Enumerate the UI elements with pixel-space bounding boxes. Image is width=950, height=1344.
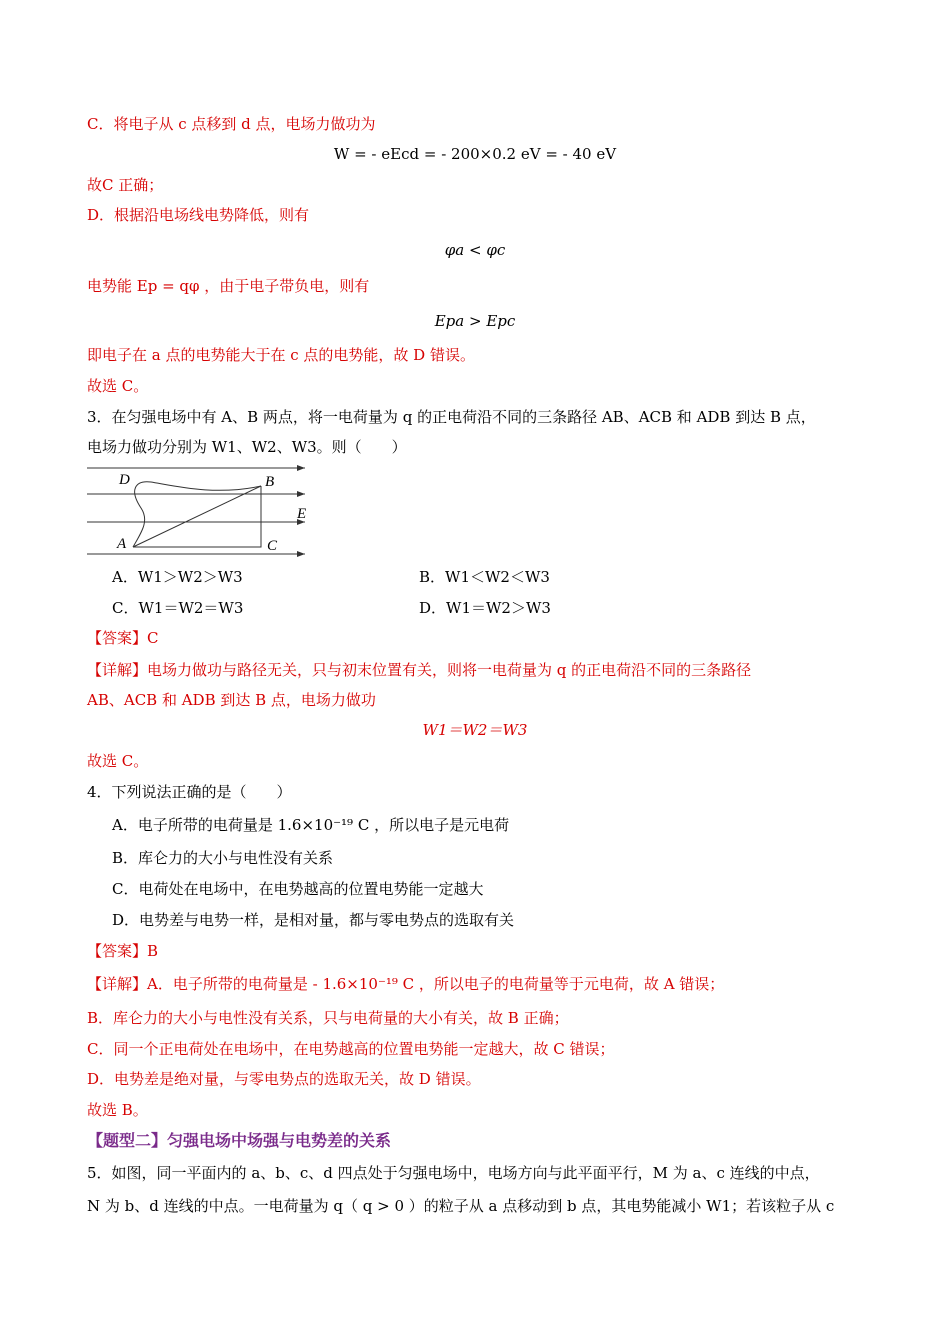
text-line: 电势能 Ep = qφ ，由于电子带负电，则有 — [87, 277, 370, 295]
explain-formula: W1＝W2＝W3 — [422, 721, 528, 739]
field-figure — [85, 460, 315, 562]
label-c: C — [267, 538, 278, 554]
question-stem: 4．下列说法正确的是（ ） — [87, 783, 292, 801]
formula-potential: φa < φc — [444, 241, 506, 259]
option-b: B．库仑力的大小与电性没有关系 — [112, 849, 334, 867]
answer-line: 【答案】B — [87, 942, 159, 960]
question-stem: 电场力做功分别为 W1、W2、W3。则（ ） — [87, 438, 407, 456]
path-ab — [133, 486, 261, 547]
label-b: B — [265, 474, 275, 490]
text-line: D．根据沿电场线电势降低，则有 — [87, 206, 310, 224]
formula-work: W = - eEcd = - 200×0.2 eV = - 40 eV — [333, 145, 617, 163]
question-stem: 5．如图，同一平面内的 a、b、c、d 四点处于匀强电场中，电场方向与此平面平行，M 为 a、c 连线的中点， — [87, 1164, 820, 1182]
option-c: C．电荷处在电场中，在电势越高的位置电势能一定越大 — [112, 880, 484, 898]
label-d: D — [119, 472, 130, 488]
explain-line: 【详解】电场力做功与路径无关，只与初末位置有关，则将一电荷量为 q 的正电荷沿不同的三条路径 — [87, 661, 752, 679]
choose-line: 故选 B。 — [87, 1101, 148, 1119]
option-a: A．电子所带的电荷量是 1.6×10⁻¹⁹ C ，所以电子是元电荷 — [112, 816, 510, 834]
explain-line: B．库仑力的大小与电性没有关系，只与电荷量的大小有关，故 B 正确； — [87, 1009, 569, 1027]
choose-line: 故选 C。 — [87, 752, 149, 770]
text-line: C．将电子从 c 点移到 d 点，电场力做功为 — [87, 115, 376, 133]
option-d: D．W1＝W2＞W3 — [419, 599, 551, 617]
text-line: 故选 C。 — [87, 377, 149, 395]
section-heading: 【题型二】匀强电场中场强与电势差的关系 — [87, 1131, 392, 1150]
label-e: E — [297, 506, 307, 522]
question-stem: N 为 b、d 连线的中点。一电荷量为 q（ q > 0 ）的粒子从 a 点移动到 b 点，其电势能减小 W1；若该粒子从 c — [87, 1197, 835, 1215]
answer-line: 【答案】C — [87, 629, 159, 647]
explain-line: 【详解】A．电子所带的电荷量是 - 1.6×10⁻¹⁹ C ，所以电子的电荷量等于元电荷，故 A 错误； — [87, 975, 725, 993]
option-d: D．电势差与电势一样，是相对量，都与零电势点的选取有关 — [112, 911, 515, 929]
option-c: C．W1＝W2＝W3 — [112, 599, 244, 617]
option-a: A．W1＞W2＞W3 — [112, 568, 243, 586]
explain-line: D．电势差是绝对量，与零电势点的选取无关，故 D 错误。 — [87, 1070, 481, 1088]
option-b: B．W1＜W2＜W3 — [419, 568, 550, 586]
text-line: 即电子在 a 点的电势能大于在 c 点的电势能，故 D 错误。 — [87, 346, 475, 364]
explain-line: AB、ACB 和 ADB 到达 B 点，电场力做功 — [87, 691, 376, 709]
formula-energy: Epa > Epc — [434, 312, 516, 330]
text-line: 故C 正确； — [87, 176, 164, 194]
label-a: A — [117, 536, 127, 552]
question-stem: 3．在匀强电场中有 A、B 两点，将一电荷量为 q 的正电荷沿不同的三条路径 AB、ACB 和 ADB 到达 B 点， — [87, 408, 816, 426]
path-adb — [133, 482, 261, 547]
explain-line: C．同一个正电荷处在电场中，在电势越高的位置电势能一定越大，故 C 错误； — [87, 1040, 615, 1058]
